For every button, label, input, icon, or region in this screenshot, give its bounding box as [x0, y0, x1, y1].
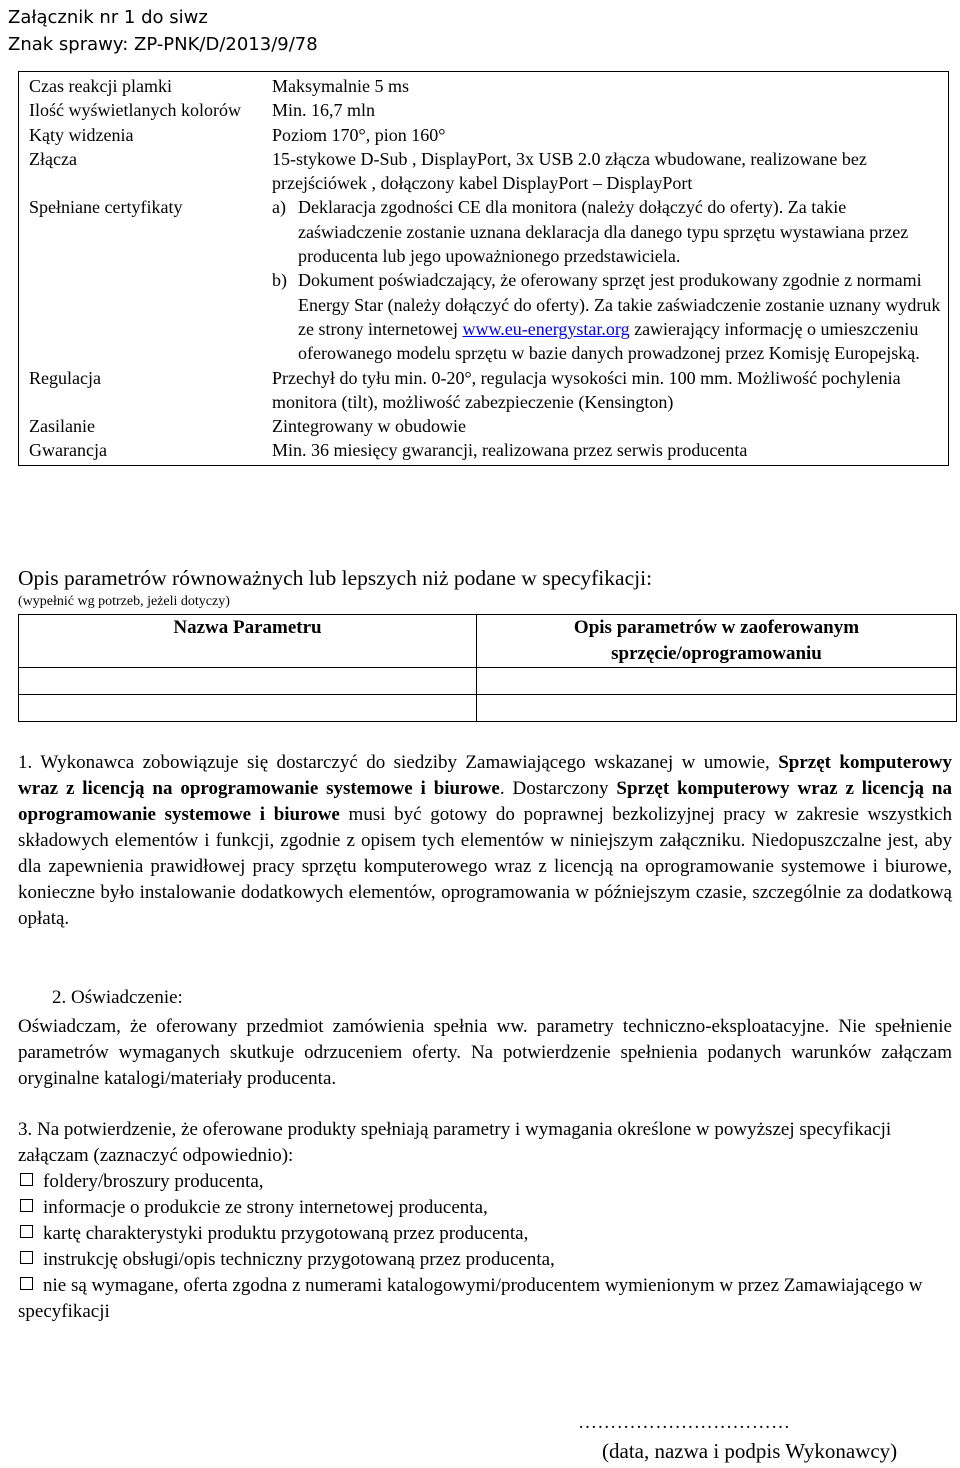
section-subtitle: (wypełnić wg potrzeb, jeżeli dotyczy)	[18, 594, 230, 609]
paragraph-1	[18, 750, 952, 932]
certificate-list	[272, 195, 948, 365]
paragraph-text: musi być gotowy do poprawnej bezkolizyjnej pracy w zakresie wszystkich składowych elementów i funkcji, zgodnie z opisem tych elementów w niniejszym załączniku. Niedopuszczalne jest, aby dla zapewnienia prawidłowej pracy sprzętu komputerowego wraz z licencją na oprogramowanie systemowe i biurowe, konieczne było instalowanie dodatkowych elementów, oprogramowania w późniejszym czasie, szczególnie za dodatkową opłatą.	[18, 804, 952, 929]
spec-value: Min. 16,7 mln	[272, 100, 376, 121]
paragraph-2-heading: 2. Oświadczenie:	[52, 987, 183, 1008]
list-letter: a)	[272, 197, 286, 218]
table-row	[19, 366, 949, 415]
signature-label: (data, nazwa i podpis Wykonawcy)	[602, 1439, 898, 1463]
table-row	[19, 195, 949, 365]
checkbox[interactable]	[20, 1251, 33, 1264]
section-title: Opis parametrów równoważnych lub lepszych niż podane w specyfikacji:	[18, 566, 653, 590]
table-cell[interactable]	[477, 668, 957, 695]
spec-value	[262, 195, 949, 365]
spec-label: Ilość wyświetlanych kolorów	[29, 100, 241, 121]
paragraph-3	[18, 1117, 952, 1325]
list-letter: b)	[272, 270, 287, 291]
list-text: Dokument poświadczający, że oferowany sprzęt jest produkowany zgodnie z normami Energy Star (należy dołączyć do oferty). Za takie zaświadczenie zostanie uznany wydruk ze strony internetowej	[298, 270, 941, 339]
document-header	[8, 4, 318, 58]
signature-line: ……………………………	[578, 1412, 791, 1433]
paragraph-2: Oświadczam, że oferowany przedmiot zamówienia spełnia ww. parametry techniczno-eksploatacyjne. Nie spełnienie parametrów wymaganych skutkuje odrzuceniem oferty. Na potwierdzenie spełnienia podanych warunków załączam oryginalne katalogi/materiały producenta.	[18, 1016, 952, 1089]
paragraph-3-intro: 3. Na potwierdzenie, że oferowane produkty spełniają parametry i wymagania określone w powyższej specyfikacji załączam (zaznaczyć odpowiednio):	[18, 1119, 892, 1166]
table-cell[interactable]	[19, 668, 477, 695]
list-item	[272, 268, 948, 365]
table-cell[interactable]	[19, 695, 477, 722]
checkbox[interactable]	[20, 1277, 33, 1290]
spec-value: Maksymalnie 5 ms	[272, 76, 409, 96]
spec-label: Spełniane certyfikaty	[29, 197, 183, 218]
paragraph-bold: Sprzęt komputerowy wraz z licencją na oprogramowanie systemowe i biurowe	[18, 752, 952, 799]
table-row	[19, 438, 949, 465]
spec-value: Min. 36 miesięcy gwarancji, realizowana przez serwis producenta	[272, 440, 748, 461]
option-label: informacje o produkcie ze strony internetowej producenta,	[43, 1197, 488, 1218]
option-label: foldery/broszury producenta,	[43, 1171, 264, 1192]
spec-table	[18, 71, 949, 466]
table-row	[19, 123, 949, 147]
spec-value: Poziom 170°, pion 160°	[272, 124, 446, 145]
paragraph-bold: Sprzęt komputerowy wraz z licencją na oprogramowanie systemowe i biurowe	[18, 778, 952, 825]
checkbox[interactable]	[20, 1173, 33, 1186]
table-row	[19, 98, 949, 122]
checkbox[interactable]	[20, 1199, 33, 1212]
paragraph-text: . Dostarczony	[499, 778, 617, 799]
case-number: Znak sprawy: ZP-PNK/D/2013/9/78	[8, 34, 318, 55]
table-row	[19, 414, 949, 438]
option-label: kartę charakterystyki produktu przygotowaną przez producenta,	[43, 1223, 529, 1244]
table-cell[interactable]	[477, 695, 957, 722]
parameters-table	[18, 614, 957, 722]
table-row	[19, 695, 957, 722]
list-text: zawierający informację o umieszczeniu oferowanego modelu sprzętu w bazie danych prowadzonej przez Komisję Europejską.	[298, 318, 920, 364]
list-item	[18, 1169, 952, 1195]
spec-value: 15-stykowe D-Sub , DisplayPort, 3x USB 2.0 złącza wbudowane, realizowane bez przejściówek , dołączony kabel DisplayPort – DisplayPort	[272, 148, 867, 194]
option-label: nie są wymagane, oferta zgodna z numerami katalogowymi/producentem wymienionym w przez Zamawiającego w specyfikacji	[18, 1275, 923, 1322]
spec-label: Regulacja	[29, 367, 101, 388]
table-row	[19, 668, 957, 695]
checkbox[interactable]	[20, 1225, 33, 1238]
column-header: Nazwa Parametru	[19, 615, 477, 668]
table-row	[19, 147, 949, 196]
spec-label: Zasilanie	[29, 416, 95, 437]
paragraph-text: 1. Wykonawca zobowiązuje się dostarczyć do siedziby Zamawiającego wskazanej w umowie,	[18, 752, 779, 773]
column-header: Opis parametrów w zaoferowanym sprzęcie/oprogramowaniu	[477, 615, 957, 668]
energystar-link[interactable]: www.eu-energystar.org	[462, 318, 630, 339]
option-label: instrukcję obsługi/opis techniczny przygotowaną przez producenta,	[43, 1249, 555, 1270]
table-row	[19, 72, 949, 99]
list-item	[18, 1247, 952, 1273]
attachment-title: Załącznik nr 1 do siwz	[8, 7, 208, 28]
list-item	[18, 1221, 952, 1247]
list-text: Deklaracja zgodności CE dla monitora (należy dołączyć do oferty). Za takie zaświadczenie zostanie uznana deklaracja dla danego typu sprzętu wystawiana przez producenta lub jego upoważnionego przedstawiciela.	[298, 197, 909, 267]
list-item	[18, 1195, 952, 1221]
table-header-row	[19, 615, 957, 668]
spec-label: Kąty widzenia	[29, 124, 134, 145]
list-item	[18, 1273, 952, 1325]
spec-label: Czas reakcji plamki	[29, 76, 172, 96]
spec-label: Gwarancja	[29, 440, 107, 461]
spec-label: Złącza	[29, 148, 77, 169]
spec-value: Zintegrowany w obudowie	[272, 416, 466, 437]
list-item	[272, 195, 948, 268]
spec-value: Przechył do tyłu min. 0-20°, regulacja wysokości min. 100 mm. Możliwość pochylenia monitora (tilt), możliwość zabezpieczenie (Kensington)	[272, 367, 901, 412]
